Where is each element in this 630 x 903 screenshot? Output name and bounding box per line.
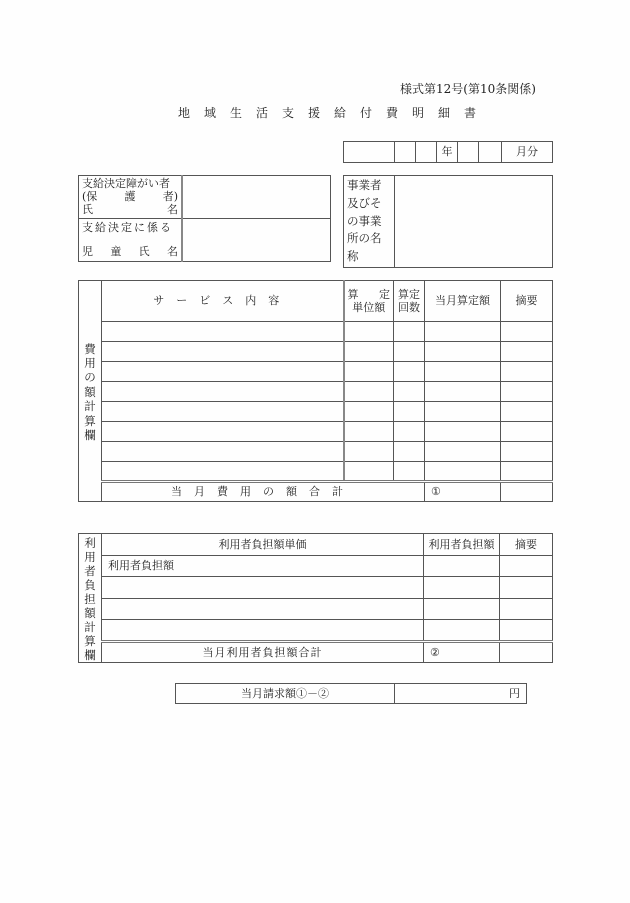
user-amount-field[interactable] [424, 620, 500, 642]
header-user-amount: 利用者負担額 [424, 534, 500, 556]
month-label: 月分 [502, 142, 553, 163]
user-total-remarks[interactable] [500, 641, 553, 663]
header-user-remarks: 摘要 [500, 534, 553, 556]
child-name-label: 支給決定に係る 児 童 氏 名 [79, 218, 183, 261]
header-count: 算定 回数 [394, 281, 425, 322]
table-row [79, 402, 553, 422]
unit-field[interactable] [344, 462, 394, 482]
amount-field[interactable] [425, 422, 501, 442]
year-digit-1[interactable] [395, 142, 416, 163]
user-amount-field[interactable] [424, 598, 500, 620]
form-number: 様式第12号(第10条関係) [400, 82, 536, 96]
count-field[interactable] [394, 322, 425, 342]
cost-total-label: 当月費用の額合計 [102, 482, 425, 502]
cost-table [78, 280, 553, 502]
count-field[interactable] [394, 342, 425, 362]
table-row [79, 598, 553, 620]
user-section-label: 利 用 者 負 担 額 計 算 欄 [79, 534, 102, 663]
unit-field[interactable] [344, 342, 394, 362]
service-field[interactable] [102, 362, 344, 382]
table-row [79, 577, 553, 599]
unit-price-field[interactable] [102, 620, 424, 642]
child-name-field[interactable] [182, 218, 331, 261]
remarks-field[interactable] [501, 362, 553, 382]
unit-field[interactable] [344, 442, 394, 462]
table-row [79, 555, 553, 577]
header-unit-amount: 算 定 単位額 [344, 281, 394, 322]
user-remarks-field[interactable] [500, 577, 553, 599]
table-row [79, 422, 553, 442]
header-remarks: 摘要 [501, 281, 553, 322]
year-label: 年 [437, 142, 458, 163]
page-title: 地域生活支援給付費明細書 [178, 106, 491, 120]
service-field[interactable] [102, 442, 344, 462]
table-row [79, 620, 553, 642]
table-row [79, 442, 553, 462]
billing-amount-field[interactable]: 円 [395, 684, 527, 704]
amount-field[interactable] [425, 462, 501, 482]
unit-field[interactable] [344, 422, 394, 442]
user-total-row [79, 641, 553, 663]
user-remarks-field[interactable] [500, 620, 553, 642]
cost-total-row [79, 482, 553, 502]
unit-field[interactable] [344, 322, 394, 342]
amount-field[interactable] [425, 382, 501, 402]
recipient-table [78, 175, 331, 262]
remarks-field[interactable] [501, 462, 553, 482]
amount-field[interactable] [425, 322, 501, 342]
service-field[interactable] [102, 342, 344, 362]
amount-field[interactable] [425, 342, 501, 362]
cost-total-remarks[interactable] [501, 482, 553, 502]
unit-field[interactable] [344, 362, 394, 382]
header-unit-price: 利用者負担額単価 [102, 534, 424, 556]
remarks-field[interactable] [501, 402, 553, 422]
unit-price-field[interactable] [102, 598, 424, 620]
billing-table [175, 683, 527, 704]
service-field[interactable] [102, 462, 344, 482]
table-row [79, 342, 553, 362]
year-digit-2[interactable] [416, 142, 437, 163]
user-total-field[interactable]: ② [424, 641, 500, 663]
unit-price-field[interactable] [102, 577, 424, 599]
service-field[interactable] [102, 402, 344, 422]
header-service-content: サービス内容 [102, 281, 344, 322]
cost-section-label: 費 用 の 額 計 算 欄 [79, 281, 102, 502]
month-digit-2[interactable] [479, 142, 502, 163]
service-field[interactable] [102, 422, 344, 442]
provider-label: 事業者及びその事業所の名称 [344, 176, 395, 268]
table-row [79, 362, 553, 382]
unit-field[interactable] [344, 382, 394, 402]
amount-field[interactable] [425, 442, 501, 462]
remarks-field[interactable] [501, 422, 553, 442]
table-row [79, 462, 553, 482]
header-month-amount: 当月算定額 [425, 281, 501, 322]
service-field[interactable] [102, 382, 344, 402]
cost-total-field[interactable]: ① [425, 482, 501, 502]
count-field[interactable] [394, 442, 425, 462]
count-field[interactable] [394, 402, 425, 422]
month-digit-1[interactable] [458, 142, 479, 163]
period-table [343, 141, 553, 163]
user-burden-label: 利用者負担額 [102, 555, 424, 577]
amount-field[interactable] [425, 362, 501, 382]
count-field[interactable] [394, 462, 425, 482]
user-amount-field[interactable] [424, 555, 500, 577]
recipient-name-label: 支給決定障がい者 (保 護 者) 氏 名 [79, 176, 183, 219]
service-field[interactable] [102, 322, 344, 342]
count-field[interactable] [394, 422, 425, 442]
remarks-field[interactable] [501, 342, 553, 362]
user-amount-field[interactable] [424, 577, 500, 599]
unit-field[interactable] [344, 402, 394, 422]
table-row [79, 322, 553, 342]
amount-field[interactable] [425, 402, 501, 422]
count-field[interactable] [394, 382, 425, 402]
remarks-field[interactable] [501, 382, 553, 402]
table-row [79, 382, 553, 402]
user-remarks-field[interactable] [500, 555, 553, 577]
era-field[interactable] [344, 142, 395, 163]
billing-label: 当月請求額①－② [176, 684, 395, 704]
count-field[interactable] [394, 362, 425, 382]
provider-table [343, 175, 553, 268]
user-remarks-field[interactable] [500, 598, 553, 620]
recipient-name-field[interactable] [182, 176, 331, 219]
user-burden-table [78, 533, 553, 663]
user-total-label: 当月利用者負担額合計 [102, 641, 424, 663]
provider-name-field[interactable] [395, 176, 553, 268]
remarks-field[interactable] [501, 322, 553, 342]
remarks-field[interactable] [501, 442, 553, 462]
